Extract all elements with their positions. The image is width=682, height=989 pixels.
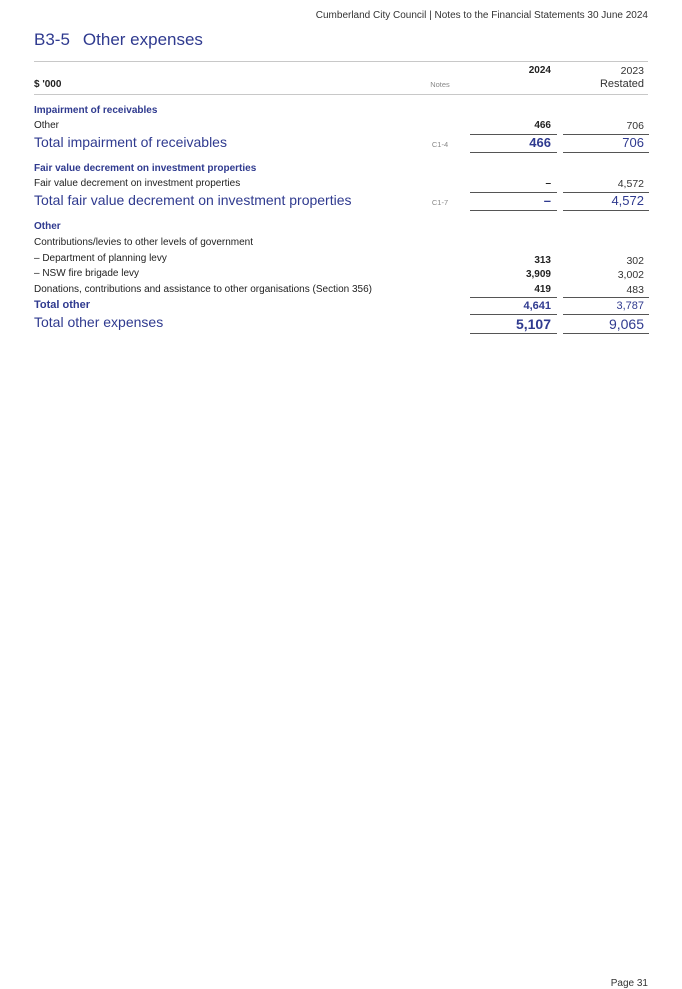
running-header: Cumberland City Council | Notes to the Financial Statements 30 June 2024 bbox=[315, 10, 648, 21]
total-underline-2023 bbox=[563, 210, 649, 211]
note-title bbox=[34, 30, 203, 50]
row-label-fire-brigade-levy: – NSW fire brigade levy bbox=[34, 268, 140, 279]
total-impairment-label: Total impairment of receivables bbox=[34, 134, 227, 150]
total-other-2023: 3,787 bbox=[616, 300, 644, 312]
total-underline-2024 bbox=[470, 210, 557, 211]
subtotal-underline-2024 bbox=[470, 314, 557, 315]
row-value-2023: 302 bbox=[626, 255, 644, 267]
row-value-2023: 706 bbox=[626, 120, 644, 132]
restated-label: Restated bbox=[599, 78, 644, 90]
total-fair-value-2023: 4,572 bbox=[611, 193, 644, 208]
col-2024-header: 2024 bbox=[528, 65, 551, 76]
total-underline-2024 bbox=[470, 152, 557, 153]
row-label-donations: Donations, contributions and assistance to other organisations (Section 356) bbox=[34, 284, 372, 295]
page-number: Page 31 bbox=[610, 978, 648, 989]
row-value-2024: 313 bbox=[534, 255, 551, 266]
total-underline-2023 bbox=[563, 152, 649, 153]
subtotal-underline-2023 bbox=[563, 314, 649, 315]
total-other-label: Total other bbox=[34, 299, 91, 311]
row-value-2023: 3,002 bbox=[617, 269, 644, 281]
note-ref-c1-7: C1-7 bbox=[431, 198, 449, 207]
note-code: B3-5 bbox=[34, 30, 70, 49]
row-value-2023: 483 bbox=[626, 284, 644, 296]
total-impairment-2024: 466 bbox=[529, 135, 551, 150]
row-label-fair-value: Fair value decrement on investment properties bbox=[34, 178, 241, 189]
row-value-2024: 419 bbox=[534, 284, 551, 295]
notes-header: Notes bbox=[430, 80, 450, 89]
section-heading-impairment: Impairment of receivables bbox=[34, 105, 158, 116]
subtotal-rule-2023 bbox=[563, 297, 649, 298]
total-fair-value-2024: – bbox=[543, 193, 551, 208]
total-fair-value-label: Total fair value decrement on investment properties bbox=[34, 192, 352, 208]
row-label-other: Other bbox=[34, 120, 60, 131]
row-value-2024: 3,909 bbox=[525, 269, 551, 280]
header-rule bbox=[34, 61, 648, 62]
grand-total-underline-2023 bbox=[563, 333, 649, 334]
total-other-expenses-2023: 9,065 bbox=[608, 316, 644, 332]
note-ref-c1-4: C1-4 bbox=[431, 140, 449, 149]
row-label-planning-levy: – Department of planning levy bbox=[34, 253, 167, 264]
grand-total-underline-2024 bbox=[470, 333, 557, 334]
note-title-text: Other expenses bbox=[82, 30, 203, 49]
total-impairment-2023: 706 bbox=[622, 135, 644, 150]
section-heading-other: Other bbox=[34, 221, 61, 232]
unit-label: $ '000 bbox=[34, 79, 62, 90]
row-value-2024: – bbox=[545, 178, 551, 189]
subtotal-rule-2024 bbox=[470, 297, 557, 298]
col-2023-header: 2023 bbox=[620, 65, 644, 77]
total-other-expenses-label: Total other expenses bbox=[34, 314, 164, 330]
row-value-2023: 4,572 bbox=[617, 178, 644, 190]
row-value-2024: 466 bbox=[534, 120, 551, 131]
total-other-expenses-2024: 5,107 bbox=[515, 316, 551, 332]
subheading-contributions: Contributions/levies to other levels of government bbox=[34, 237, 254, 248]
column-header-rule bbox=[34, 94, 648, 95]
section-heading-fair-value: Fair value decrement on investment properties bbox=[34, 163, 257, 174]
total-other-2024: 4,641 bbox=[523, 300, 551, 312]
